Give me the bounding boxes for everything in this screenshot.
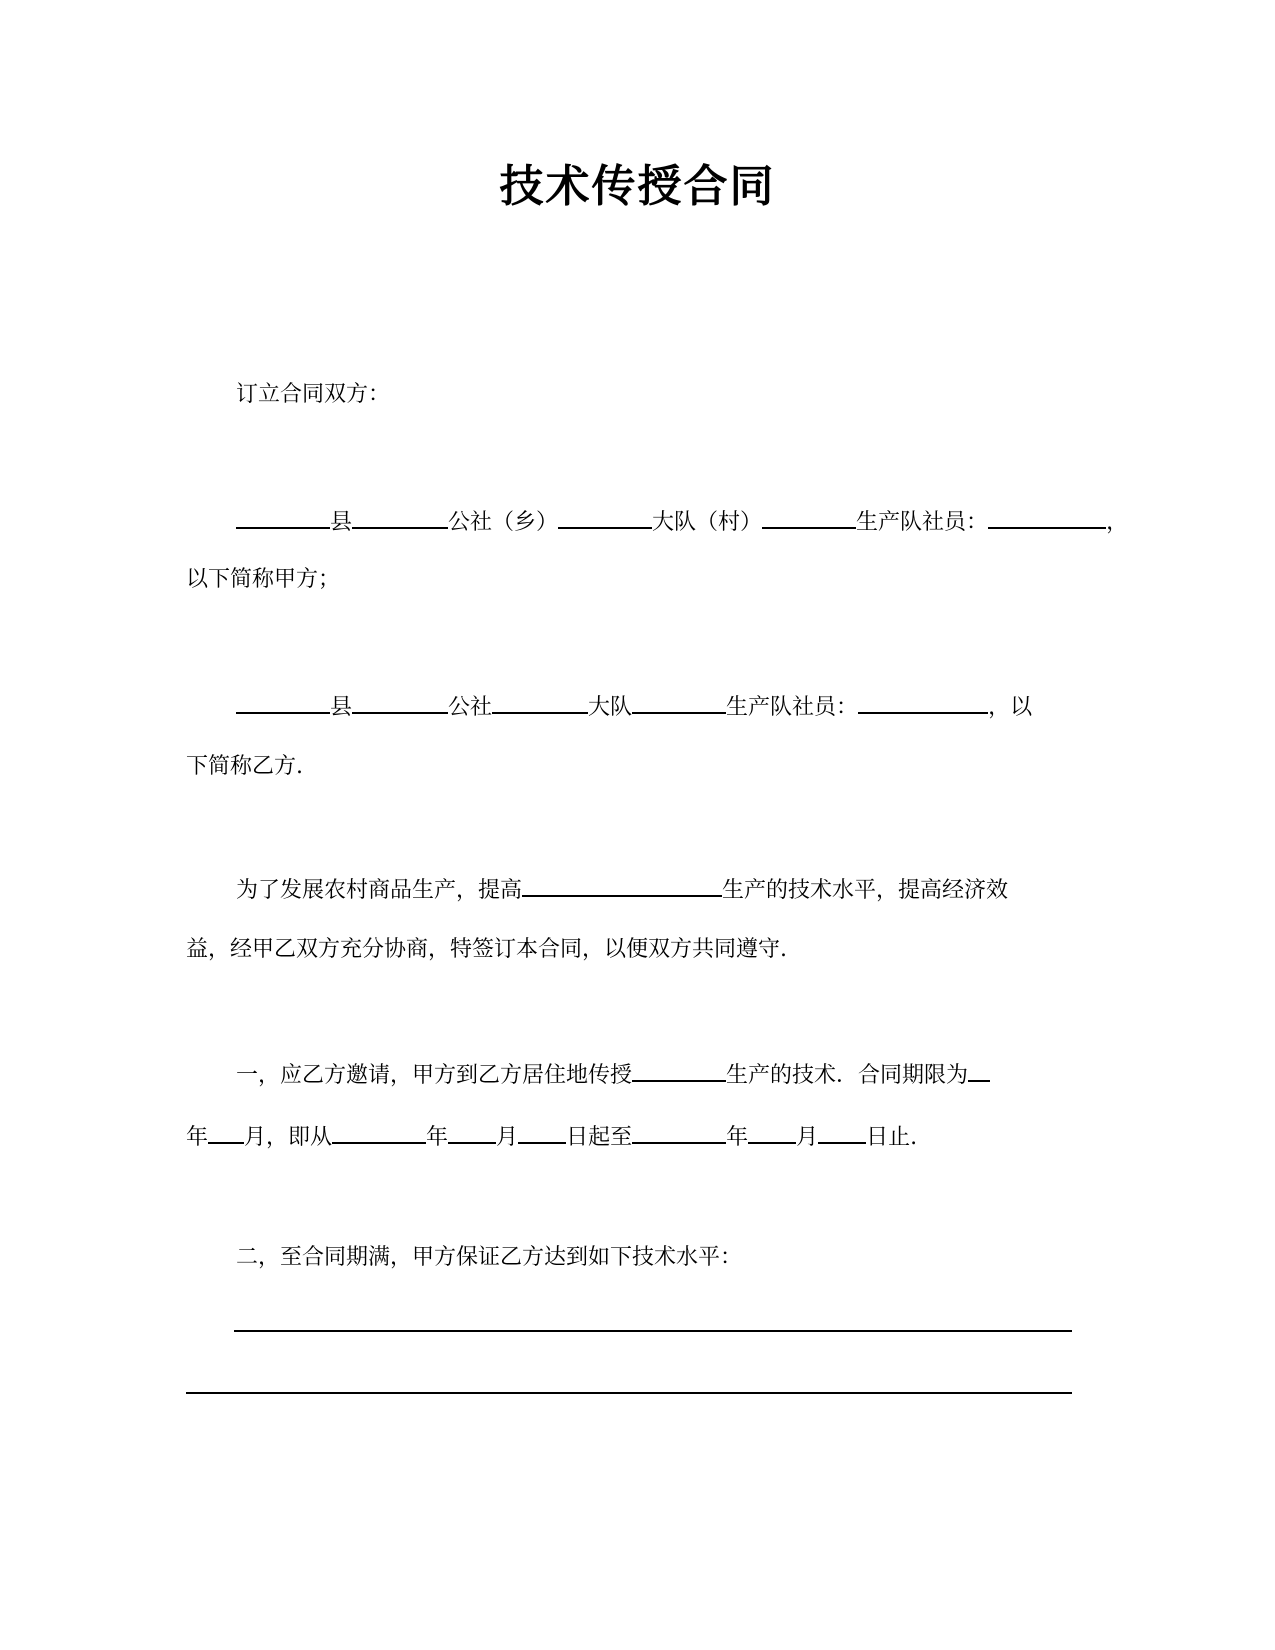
party-a-county-label: 县 [330,510,353,535]
clause-1-month-from: 月，即从 [244,1125,333,1150]
party-a-member-blank[interactable] [988,505,1106,529]
clause-1-term-months-blank[interactable] [208,1120,244,1144]
party-b-county-blank[interactable] [236,690,330,714]
party-b-suffix-line [186,752,303,782]
purpose-text-b: 生产的技术水平，提高经济效 [722,878,1009,903]
intro-text: 订立合同双方： [236,382,391,407]
clause-1-year-label: 年 [186,1125,209,1150]
end-day-label: 日止. [866,1125,918,1150]
clause-2-line [236,1243,742,1273]
party-a-county-blank[interactable] [236,505,330,529]
clause-1-term-years-blank[interactable] [968,1058,990,1082]
party-a-commune-label: 公社（乡） [448,510,559,535]
start-day-blank[interactable] [518,1120,566,1144]
party-b-team-blank[interactable] [632,690,726,714]
party-b-team-label: 生产队社员： [726,695,859,720]
clause-1-product-blank[interactable] [632,1058,726,1082]
party-b-brigade-label: 大队 [588,695,633,720]
technical-level-blank-line-2[interactable] [186,1392,1072,1394]
party-a-comma: ， [1106,510,1129,535]
party-b-comma: ，以 [988,695,1033,720]
party-b-member-blank[interactable] [858,690,988,714]
party-b-brigade-blank[interactable] [492,690,588,714]
clause-2-text: 二，至合同期满，甲方保证乙方达到如下技术水平： [236,1245,743,1270]
party-b-commune-blank[interactable] [352,690,448,714]
end-year-label: 年 [726,1125,749,1150]
clause-1-line-2 [186,1120,917,1153]
end-day-blank[interactable] [818,1120,866,1144]
party-a-brigade-label: 大队（村） [652,510,763,535]
party-b-county-label: 县 [330,695,353,720]
party-a-suffix-line [186,565,340,595]
party-b-line [236,690,1032,723]
purpose-line-1 [236,873,1008,906]
party-a-team-blank[interactable] [762,505,856,529]
start-day-label: 日起至 [566,1125,633,1150]
start-month-label: 月 [496,1125,519,1150]
document-title: 技术传授合同 [499,161,776,212]
party-a-team-label: 生产队社员： [856,510,989,535]
purpose-product-blank[interactable] [522,873,722,897]
end-year-blank[interactable] [632,1120,726,1144]
party-a-commune-blank[interactable] [352,505,448,529]
start-year-blank[interactable] [332,1120,426,1144]
party-b-commune-label: 公社 [448,695,493,720]
end-month-label: 月 [796,1125,819,1150]
party-a-brigade-blank[interactable] [558,505,652,529]
start-month-blank[interactable] [448,1120,496,1144]
end-month-blank[interactable] [748,1120,796,1144]
technical-level-blank-line-1[interactable] [234,1330,1072,1332]
party-b-suffix: 下简称乙方. [186,754,303,779]
purpose-line-2 [186,935,787,965]
party-a-suffix: 以下简称甲方； [186,567,341,592]
purpose-text-a: 为了发展农村商品生产，提高 [236,878,523,903]
intro-line [236,380,390,410]
party-a-line [236,505,1128,538]
clause-1-text-b: 生产的技术．合同期限为 [726,1063,969,1088]
clause-1-text-a: 一，应乙方邀请，甲方到乙方居住地传授 [236,1063,633,1088]
clause-1-line-1 [236,1058,990,1091]
start-year-label: 年 [426,1125,449,1150]
purpose-text-2: 益，经甲乙双方充分协商，特签订本合同，以便双方共同遵守. [186,937,787,962]
